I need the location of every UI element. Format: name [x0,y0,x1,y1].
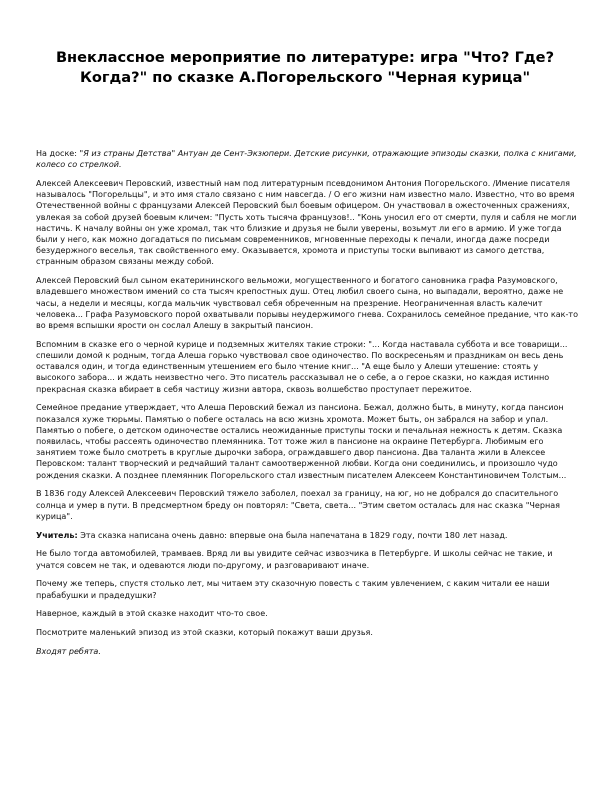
stage-direction: Входят ребята. [36,647,101,657]
teacher-label: Учитель: [36,530,78,540]
paragraph-each: Наверное, каждый в этой сказке находит что-то свое. [36,609,268,619]
paragraph-question: Почему же теперь, спустя столько лет, мы читаем эту сказочную повесть с таким увлечением, с каким читали ее наши прабабушки и прадедушки? [36,579,550,600]
document-body [36,148,578,665]
paragraph-legend: Семейное предание утверждает, что Алеша Перовский бежал из пансиона. Бежал, должно быть, в минуту, когда пансион показался хуже тюрьмы. Памятью о побеге осталась на всю жизнь хромота. Может быть, он забрался на забор и упал. Памятью о побеге, о детском одиночестве остались неожиданные приступы тоски и печальная нежность к детям. Сказка появилась, чтобы рассеять одиночество племянника. Тот тоже жил в пансионе на окраине Петербурга. Любимым его занятием тоже было смотреть в круглые дырочки забора, ограждавшего двор пансиона. Два таланта жили в Алексее Перовском: талант творческий и редчайший талант самоотверженной любви. Когда они соединились, и произошло чудо рождения сказки. А позднее племянник Погорельского стал известным писателем Алексеем Константиновичем Толстым... [36,403,567,480]
board-description: "Я из страны Детства" Антуан де Сент-Экзюпери. Детские рисунки, отражающие эпизоды сказки, полка с книгами, колесо со стрелкой. [36,149,577,170]
page-title: Внеклассное мероприятие по литературе: игра "Что? Где? Когда?" по сказке А.Погорельского "Черная курица" [55,49,555,86]
paragraph-episode: Посмотрите маленький эпизод из этой сказки, который покажут ваши друзья. [36,628,373,638]
teacher-paragraph [36,530,578,541]
paragraph-biography: Алексей Алексеевич Перовский, известный нам под литературным псевдонимом Антония Погорельского. /Имение писателя называлось "Погорельцы", и это имя стало связано с ним навсегда. / О его жизни нам известно мало. Известно, что во время Отечественной войны с французами Алексей Перовский был боевым офицером. Он участвовал в ожесточенных сражениях, увлекая за собой друзей боевым кличем: "Пусть хоть тысяча французов!.. "Конь уносил его от смерти, пуля и сабля не могли настичь. К началу войны он уже хромал, так что близкие и друзья не были уверены, возьмут ли его в армию. И уже тогда были у него, как можно догадаться по письмам современников, мгновенные переходы к печали, иногда даже посреди безудержного веселья, так свойственного ему. Оказывается, хромота и приступы тоски выпивают из самого детства, странным образом связаны между собой. [36,179,577,267]
paragraph-times: Не было тогда автомобилей, трамваев. Вряд ли вы увидите сейчас извозчика в Петербурге. И школы сейчас не такие, и учатся совсем не так, и одеваются люди по-другому, и разговаривают иначе. [36,549,553,570]
paragraph-family: Алексей Перовский был сыном екатерининского вельможи, могущественного и богатого сановника графа Разумовского, владевшего множеством имений со ста тысяч крепостных душ. Отец любил своего сына, но выпадали, вероятно, даже не часы, а недели и месяцы, когда мальчик чувствовал себя обреченным на презрение. Неограниченная власть калечит человека... Графа Разумовского порой охватывали порывы неудержимого гнева. Сохранилось семейное предание, что как-то во время вспышки ярости он сослал Алешу в закрытый пансион. [36,276,578,331]
paragraph-death: В 1836 году Алексей Алексеевич Перовский тяжело заболел, поехал за границу, на юг, но не добрался до спасительного солнца и умер в пути. В предсмертном бреду он повторял: "Света, света... "Этим светом осталась для нас сказка "Черная курица". [36,489,561,521]
paragraph-quote: Вспомним в сказке его о черной курице и подземных жителях такие строки: "... Когда наставала суббота и все товарищи... спешили домой к родным, тогда Алеша горько чувствовал свое одиночество. По воскресеньям и праздникам он весь день оставался один, и тогда единственным утешением его было чтение книг... "А еще было у Алеши утешение: стоять у высокого забора... и ждать неизвестно чего. Это писатель рассказывал не о себе, а о герое сказки, но каждая истинно прекрасная сказка вбирает в себя частицу жизни автора, сквозь волшебство проступает пережитое. [36,339,568,394]
teacher-text: Эта сказка написана очень давно: впервые она была напечатана в 1829 году, почти 180 лет назад. [77,530,508,540]
board-paragraph [36,148,578,170]
board-prefix: На доске: [36,149,80,158]
